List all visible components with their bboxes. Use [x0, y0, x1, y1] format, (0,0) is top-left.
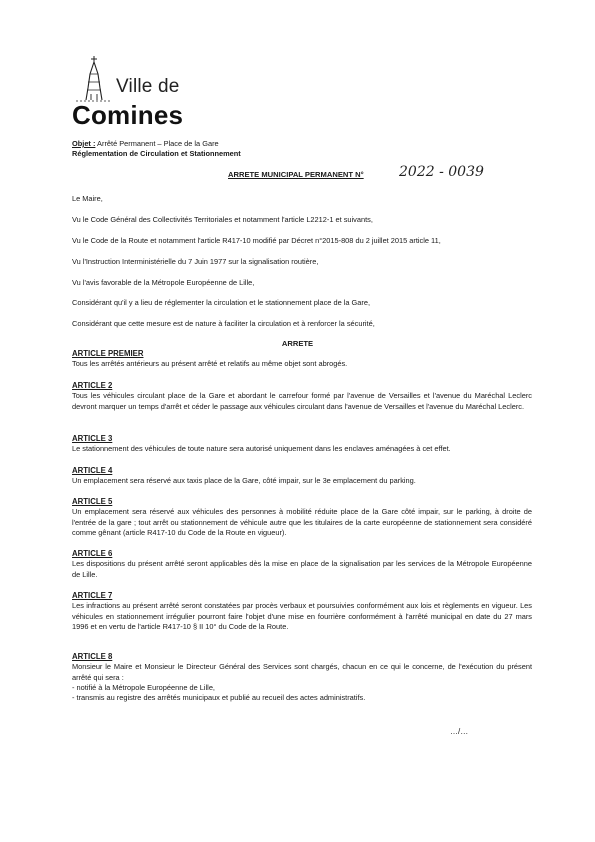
article-1-title: ARTICLE PREMIER [72, 349, 144, 358]
logo-ville-text: Ville de [116, 76, 180, 97]
arrete-heading: ARRETE [281, 339, 314, 348]
article-8-text: Monsieur le Maire et Monsieur le Directeur Général des Services sont chargés, chacun en ce qui le concerne, de l'exécution du présent arrêté qui sera : [72, 662, 532, 682]
article-8-bullet-1: - notifié à la Métropole Européenne de Lille, [72, 683, 215, 692]
objet-text: Arrêté Permanent – Place de la Gare [95, 139, 219, 148]
considerant-1: Considérant qu'il y a lieu de réglementer la circulation et le stationnement place de la Gare, [72, 298, 371, 307]
objet-line2: Réglementation de Circulation et Stationnement [72, 149, 241, 158]
article-6-text: Les dispositions du présent arrêté seront applicables dès la mise en place de la signalisation par les services de la Métropole Européenne de Lille. [72, 559, 532, 579]
article-7-text: Les infractions au présent arrêté seront constatées par procès verbaux et poursuivies conformément aux lois et règlements en vigueur. Les véhicules en stationnement irrégulier pourront faire l'objet d'une mise en fourrière conformément à l'arrêté municipal en date du 27 mars 1996 et en vertu de l'article R417-10 § II 10° du Code de la Route. [72, 601, 532, 632]
logo-comines-text: Comines [72, 100, 184, 130]
article-8-bullet-2: - transmis au registre des arrêtés municipaux et publié au recueil des actes administratifs. [72, 693, 366, 702]
objet-label: Objet : [72, 139, 96, 148]
handwritten-number: 2022 - 0039 [399, 164, 484, 180]
vu-code-route: Vu le Code de la Route et notamment l'article R417-10 modifié par Décret n°2015-808 du 2 juillet 2015 article 11, [72, 236, 441, 245]
church-spire-icon [72, 54, 116, 106]
article-5-title: ARTICLE 5 [72, 497, 113, 506]
vu-cgct: Vu le Code Général des Collectivités Territoriales et notamment l'article L2212-1 et suivants, [72, 215, 373, 224]
article-3-title: ARTICLE 3 [72, 434, 113, 443]
vu-instruction: Vu l'Instruction Interministérielle du 7 Juin 1977 sur la signalisation routière, [72, 257, 319, 266]
considerant-2: Considérant que cette mesure est de nature à faciliter la circulation et à renforcer la sécurité, [72, 319, 375, 328]
article-4-text: Un emplacement sera réservé aux taxis place de la Gare, côté impair, sur le 3e emplacement du parking. [72, 476, 416, 485]
document-title: ARRETE MUNICIPAL PERMANENT N° [228, 170, 364, 179]
continued-marker: …/… [450, 727, 469, 736]
comines-logo [72, 54, 192, 130]
article-2-title: ARTICLE 2 [72, 381, 113, 390]
le-maire: Le Maire, [72, 194, 103, 203]
objet-block [72, 139, 241, 159]
article-5-text: Un emplacement sera réservé aux véhicules des personnes à mobilité réduite place de la Gare côté impair, sur le parking, à droite de l'entrée de la gare ; tout arrêt ou stationnement de véhicule autre que les titulaires de la carte européenne de stationnement sera considéré comme gênant (article R417-10 du Code de la Route en vigueur). [72, 507, 532, 538]
article-7-title: ARTICLE 7 [72, 591, 113, 600]
article-1-text: Tous les arrêtés antérieurs au présent arrêté et relatifs au même objet sont abrogés. [72, 359, 348, 368]
article-2-text: Tous les véhicules circulant place de la Gare et abordant le carrefour formé par l'avenue de Versailles et l'avenue du Maréchal Leclerc devront marquer un temps d'arrêt et céder le passage aux véhicules circulant dans l'avenue de Versailles et l'avenue du Maréchal Leclerc. [72, 391, 532, 411]
article-8-title: ARTICLE 8 [72, 652, 113, 661]
article-6-title: ARTICLE 6 [72, 549, 113, 558]
article-4-title: ARTICLE 4 [72, 466, 113, 475]
vu-avis-mel: Vu l'avis favorable de la Métropole Européenne de Lille, [72, 278, 255, 287]
article-3-text: Le stationnement des véhicules de toute nature sera autorisé uniquement dans les enclaves aménagées à cet effet. [72, 444, 451, 453]
